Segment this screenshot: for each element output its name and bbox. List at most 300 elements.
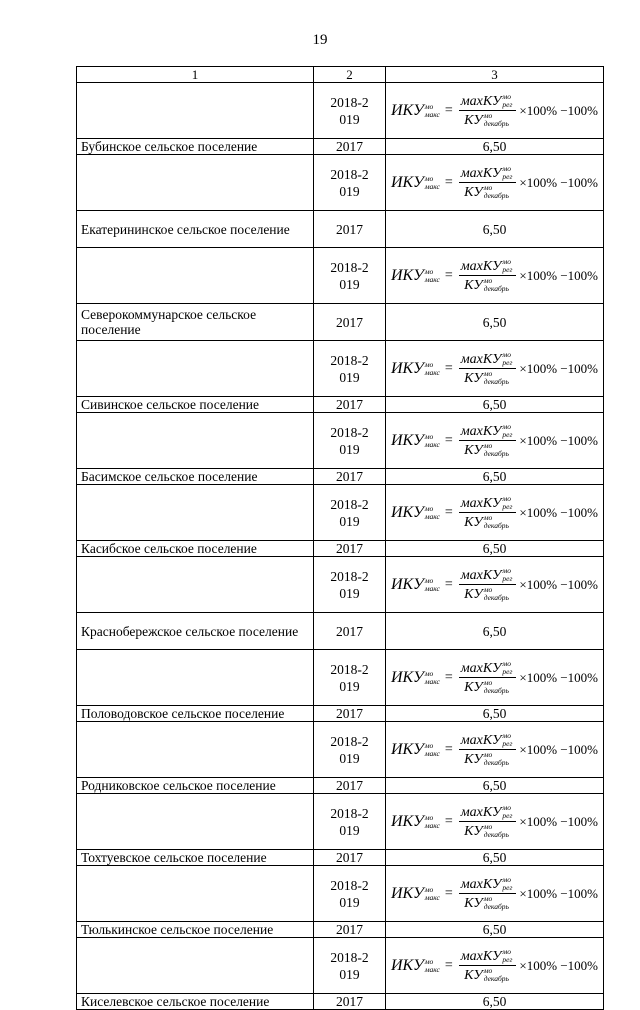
formula-num-text: махКУ: [460, 258, 502, 274]
period-cell: [314, 341, 386, 397]
equals-sign: =: [444, 175, 453, 190]
formula-den-indices: [484, 370, 509, 386]
formula: [390, 93, 599, 128]
formula-num-indices: [502, 351, 512, 367]
settlement-row: [77, 922, 604, 938]
formula-num-sub: рег: [502, 955, 513, 964]
formula-row: [77, 650, 604, 706]
equals-sign: =: [444, 958, 453, 973]
year-cell: 2017: [314, 778, 386, 794]
formula-lhs-indices: [425, 361, 440, 377]
formula-lhs-indices: [425, 958, 440, 974]
formula-num-sub: рег: [502, 811, 513, 820]
settlement-row: [77, 541, 604, 557]
formula-lhs-indices: [425, 268, 440, 284]
formula-lhs: ИКУ: [390, 885, 424, 902]
column-header-3: 3: [386, 67, 604, 83]
formula-row: [77, 866, 604, 922]
period-text: 2018-2019: [330, 496, 369, 529]
formula-den-sub: декабрь: [483, 284, 509, 293]
formula-lhs-sub: макс: [424, 439, 440, 449]
formula-lhs-sup: мо: [424, 101, 434, 111]
formula-den-text: КУ: [464, 514, 483, 530]
settlement-name: Киселевское сельское поселение: [77, 994, 314, 1010]
formula-den-sup: мо: [483, 441, 493, 450]
formula-num-indices: [502, 804, 512, 820]
formula-tail: ×100% −100%: [519, 268, 598, 283]
formula-den-indices: [484, 184, 509, 200]
formula-lhs-sup: мо: [424, 740, 434, 750]
formula-den-text: КУ: [464, 751, 483, 767]
formula-fraction: [459, 93, 517, 128]
table-header-row: [77, 67, 604, 83]
formula-den-sup: мо: [483, 513, 493, 522]
formula-den-sub: декабрь: [483, 830, 509, 839]
formula-den-sub: декабрь: [483, 449, 509, 458]
equals-sign: =: [444, 103, 453, 118]
formula: [390, 660, 599, 695]
tariff-table: [76, 66, 604, 1010]
formula-num-indices: [502, 423, 512, 439]
formula-cell: [386, 794, 604, 850]
formula-den-text: КУ: [464, 967, 483, 983]
equals-sign: =: [444, 505, 453, 520]
year-cell: 2017: [314, 139, 386, 155]
formula-numerator: [459, 732, 517, 750]
formula-lhs-sub: макс: [424, 820, 440, 830]
formula-num-sub: рег: [502, 172, 513, 181]
formula-denominator: [462, 822, 513, 839]
formula-num-indices: [502, 93, 512, 109]
period-cell: [314, 413, 386, 469]
formula-num-indices: [502, 660, 512, 676]
formula-cell: [386, 155, 604, 211]
formula-den-text: КУ: [464, 370, 483, 386]
formula-lhs-sub: макс: [424, 109, 440, 119]
formula-den-sup: мо: [483, 183, 493, 192]
formula-numerator: [459, 258, 517, 276]
formula-num-text: махКУ: [460, 948, 502, 964]
formula-lhs: ИКУ: [390, 741, 424, 758]
formula-fraction: [459, 732, 517, 767]
formula-den-indices: [484, 679, 509, 695]
column-header-2: 2: [314, 67, 386, 83]
settlement-row: [77, 613, 604, 650]
formula-den-sup: мо: [483, 276, 493, 285]
year-cell: 2017: [314, 211, 386, 248]
settlement-name: Краснобережское сельское поселение: [77, 613, 314, 650]
formula-fraction: [459, 423, 517, 458]
value-cell: 6,50: [386, 994, 604, 1010]
formula-lhs-sub: макс: [424, 274, 440, 284]
period-cell: [314, 650, 386, 706]
formula-den-sup: мо: [483, 585, 493, 594]
formula-denominator: [462, 276, 513, 293]
settlement-name: Касибское сельское поселение: [77, 541, 314, 557]
equals-sign: =: [444, 742, 453, 757]
period-cell: [314, 722, 386, 778]
period-text: 2018-2019: [330, 733, 369, 766]
formula: [390, 567, 599, 602]
formula: [390, 423, 599, 458]
formula-numerator: [459, 165, 517, 183]
formula-num-sub: рег: [502, 358, 513, 367]
formula-fraction: [459, 804, 517, 839]
formula-num-sub: рег: [502, 739, 513, 748]
formula-denominator: [462, 183, 513, 200]
formula-row: [77, 83, 604, 139]
formula-row: [77, 794, 604, 850]
formula-lhs-sup: мо: [424, 359, 434, 369]
value-cell: 6,50: [386, 397, 604, 413]
formula-num-text: махКУ: [460, 876, 502, 892]
formula-lhs-indices: [425, 886, 440, 902]
formula-lhs-sup: мо: [424, 503, 434, 513]
empty-cell: [77, 794, 314, 850]
formula-num-sup: мо: [502, 164, 511, 173]
formula-lhs: ИКУ: [390, 813, 424, 830]
year-cell: 2017: [314, 994, 386, 1010]
year-cell: 2017: [314, 850, 386, 866]
table-body: [77, 67, 604, 1010]
formula: [390, 351, 599, 386]
formula-den-sub: декабрь: [483, 686, 509, 695]
formula: [390, 258, 599, 293]
formula-lhs-indices: [425, 175, 440, 191]
formula-denominator: [462, 750, 513, 767]
formula-num-sub: рег: [502, 574, 513, 583]
year-cell: 2017: [314, 541, 386, 557]
empty-cell: [77, 938, 314, 994]
formula-num-text: махКУ: [460, 165, 502, 181]
formula-den-sup: мо: [483, 678, 493, 687]
value-cell: 6,50: [386, 541, 604, 557]
formula: [390, 732, 599, 767]
formula-num-sup: мо: [502, 566, 511, 575]
formula-num-text: махКУ: [460, 660, 502, 676]
formula-num-indices: [502, 732, 512, 748]
formula-lhs-indices: [425, 103, 440, 119]
formula-num-text: махКУ: [460, 93, 502, 109]
formula-lhs-sup: мо: [424, 575, 434, 585]
formula-den-indices: [484, 967, 509, 983]
formula-num-sup: мо: [502, 494, 511, 503]
formula-num-sub: рег: [502, 502, 513, 511]
formula-num-text: махКУ: [460, 732, 502, 748]
formula-fraction: [459, 876, 517, 911]
formula-cell: [386, 866, 604, 922]
formula-lhs-sub: макс: [424, 748, 440, 758]
equals-sign: =: [444, 886, 453, 901]
formula-num-text: махКУ: [460, 495, 502, 511]
formula-row: [77, 248, 604, 304]
page-number: 19: [312, 32, 328, 48]
formula-tail: ×100% −100%: [519, 742, 598, 757]
formula-den-sup: мо: [483, 966, 493, 975]
formula-lhs-sup: мо: [424, 956, 434, 966]
formula-tail: ×100% −100%: [519, 175, 598, 190]
settlement-name: Тюлькинское сельское поселение: [77, 922, 314, 938]
formula-lhs: ИКУ: [390, 504, 424, 521]
formula-denominator: [462, 513, 513, 530]
formula-num-text: махКУ: [460, 423, 502, 439]
formula-cell: [386, 485, 604, 541]
formula-denominator: [462, 441, 513, 458]
formula-lhs-sub: макс: [424, 511, 440, 521]
formula-tail: ×100% −100%: [519, 577, 598, 592]
settlement-name: Половодовское сельское поселение: [77, 706, 314, 722]
formula-numerator: [459, 660, 517, 678]
formula-numerator: [459, 495, 517, 513]
formula-fraction: [459, 660, 517, 695]
settlement-name: Северокоммунарское сельское поселение: [77, 304, 314, 341]
year-cell: 2017: [314, 397, 386, 413]
period-text: 2018-2019: [330, 352, 369, 385]
period-cell: [314, 938, 386, 994]
formula-lhs-sub: макс: [424, 892, 440, 902]
formula-tail: ×100% −100%: [519, 886, 598, 901]
formula-row: [77, 557, 604, 613]
empty-cell: [77, 866, 314, 922]
formula-num-sup: мо: [502, 659, 511, 668]
formula: [390, 804, 599, 839]
formula-den-sub: декабрь: [483, 974, 509, 983]
formula-num-sup: мо: [502, 803, 511, 812]
formula-row: [77, 413, 604, 469]
formula-lhs-sup: мо: [424, 266, 434, 276]
formula-den-sub: декабрь: [483, 377, 509, 386]
formula-den-indices: [484, 112, 509, 128]
value-cell: 6,50: [386, 778, 604, 794]
formula-num-indices: [502, 567, 512, 583]
period-cell: [314, 794, 386, 850]
formula-lhs-sup: мо: [424, 173, 434, 183]
equals-sign: =: [444, 577, 453, 592]
formula-numerator: [459, 948, 517, 966]
formula-num-indices: [502, 165, 512, 181]
formula-tail: ×100% −100%: [519, 505, 598, 520]
formula-den-sub: декабрь: [483, 521, 509, 530]
settlement-name: Тохтуевское сельское поселение: [77, 850, 314, 866]
formula-num-text: махКУ: [460, 351, 502, 367]
formula-num-sub: рег: [502, 430, 513, 439]
formula-den-indices: [484, 751, 509, 767]
formula-lhs-indices: [425, 433, 440, 449]
formula-lhs: ИКУ: [390, 669, 424, 686]
formula-fraction: [459, 258, 517, 293]
period-text: 2018-2019: [330, 259, 369, 292]
formula-tail: ×100% −100%: [519, 670, 598, 685]
formula-den-indices: [484, 823, 509, 839]
formula: [390, 165, 599, 200]
formula-num-indices: [502, 948, 512, 964]
formula-fraction: [459, 567, 517, 602]
formula-lhs: ИКУ: [390, 174, 424, 191]
formula-lhs-sup: мо: [424, 812, 434, 822]
period-text: 2018-2019: [330, 877, 369, 910]
year-cell: 2017: [314, 304, 386, 341]
settlement-row: [77, 706, 604, 722]
formula-den-text: КУ: [464, 112, 483, 128]
period-cell: [314, 485, 386, 541]
formula-den-text: КУ: [464, 277, 483, 293]
formula-cell: [386, 83, 604, 139]
empty-cell: [77, 557, 314, 613]
formula-den-text: КУ: [464, 679, 483, 695]
formula-den-text: КУ: [464, 442, 483, 458]
formula-den-sub: декабрь: [483, 191, 509, 200]
settlement-row: [77, 778, 604, 794]
formula-lhs-sub: макс: [424, 583, 440, 593]
period-cell: [314, 866, 386, 922]
formula-num-indices: [502, 876, 512, 892]
formula-den-indices: [484, 895, 509, 911]
formula-denominator: [462, 678, 513, 695]
empty-cell: [77, 341, 314, 397]
equals-sign: =: [444, 268, 453, 283]
formula-row: [77, 938, 604, 994]
formula-denominator: [462, 585, 513, 602]
formula-tail: ×100% −100%: [519, 814, 598, 829]
equals-sign: =: [444, 433, 453, 448]
formula-tail: ×100% −100%: [519, 433, 598, 448]
formula: [390, 495, 599, 530]
formula-num-sup: мо: [502, 731, 511, 740]
empty-cell: [77, 413, 314, 469]
formula-den-text: КУ: [464, 586, 483, 602]
formula-num-sub: рег: [502, 100, 513, 109]
formula-numerator: [459, 93, 517, 111]
formula-den-indices: [484, 586, 509, 602]
formula-num-sub: рег: [502, 667, 513, 676]
formula-den-sub: декабрь: [483, 758, 509, 767]
formula-cell: [386, 248, 604, 304]
formula-den-indices: [484, 514, 509, 530]
settlement-row: [77, 469, 604, 485]
empty-cell: [77, 485, 314, 541]
value-cell: 6,50: [386, 613, 604, 650]
formula-fraction: [459, 495, 517, 530]
value-cell: 6,50: [386, 922, 604, 938]
formula-lhs-sup: мо: [424, 431, 434, 441]
formula-lhs: ИКУ: [390, 576, 424, 593]
value-cell: 6,50: [386, 304, 604, 341]
formula-lhs-sub: макс: [424, 367, 440, 377]
empty-cell: [77, 650, 314, 706]
formula-den-sub: декабрь: [483, 119, 509, 128]
column-header-1: 1: [77, 67, 314, 83]
formula-den-sup: мо: [483, 369, 493, 378]
value-cell: 6,50: [386, 139, 604, 155]
settlement-row: [77, 397, 604, 413]
formula-row: [77, 722, 604, 778]
formula-num-sup: мо: [502, 947, 511, 956]
settlement-name: Сивинское сельское поселение: [77, 397, 314, 413]
formula-fraction: [459, 351, 517, 386]
formula-numerator: [459, 567, 517, 585]
formula-numerator: [459, 423, 517, 441]
formula-lhs: ИКУ: [390, 432, 424, 449]
formula-lhs: ИКУ: [390, 957, 424, 974]
formula-cell: [386, 722, 604, 778]
formula-lhs-indices: [425, 814, 440, 830]
period-text: 2018-2019: [330, 94, 369, 127]
settlement-row: [77, 139, 604, 155]
formula-lhs-indices: [425, 670, 440, 686]
formula-denominator: [462, 369, 513, 386]
formula-fraction: [459, 165, 517, 200]
formula-lhs-sup: мо: [424, 668, 434, 678]
formula-tail: ×100% −100%: [519, 103, 598, 118]
formula-num-sub: рег: [502, 265, 513, 274]
formula-denominator: [462, 111, 513, 128]
formula-num-text: махКУ: [460, 804, 502, 820]
equals-sign: =: [444, 670, 453, 685]
equals-sign: =: [444, 814, 453, 829]
formula-lhs: ИКУ: [390, 360, 424, 377]
formula-numerator: [459, 804, 517, 822]
empty-cell: [77, 155, 314, 211]
formula-den-sup: мо: [483, 822, 493, 831]
value-cell: 6,50: [386, 850, 604, 866]
formula-num-indices: [502, 495, 512, 511]
period-text: 2018-2019: [330, 805, 369, 838]
formula-den-sub: декабрь: [483, 593, 509, 602]
year-cell: 2017: [314, 922, 386, 938]
formula-den-indices: [484, 442, 509, 458]
formula-den-text: КУ: [464, 184, 483, 200]
formula-den-sup: мо: [483, 894, 493, 903]
settlement-row: [77, 304, 604, 341]
settlement-name: Екатерининское сельское поселение: [77, 211, 314, 248]
formula-tail: ×100% −100%: [519, 361, 598, 376]
period-cell: [314, 557, 386, 613]
formula-cell: [386, 341, 604, 397]
settlement-name: Бубинское сельское поселение: [77, 139, 314, 155]
period-text: 2018-2019: [330, 661, 369, 694]
formula-lhs-sup: мо: [424, 884, 434, 894]
value-cell: 6,50: [386, 211, 604, 248]
period-cell: [314, 83, 386, 139]
formula-num-sup: мо: [502, 92, 511, 101]
formula-lhs-indices: [425, 505, 440, 521]
period-text: 2018-2019: [330, 424, 369, 457]
settlement-row: [77, 850, 604, 866]
formula: [390, 876, 599, 911]
equals-sign: =: [444, 361, 453, 376]
formula-lhs-sub: макс: [424, 964, 440, 974]
settlement-name: Родниковское сельское поселение: [77, 778, 314, 794]
period-text: 2018-2019: [330, 568, 369, 601]
formula-num-sup: мо: [502, 422, 511, 431]
formula-den-sub: декабрь: [483, 902, 509, 911]
formula-cell: [386, 557, 604, 613]
period-cell: [314, 248, 386, 304]
value-cell: 6,50: [386, 469, 604, 485]
year-cell: 2017: [314, 613, 386, 650]
formula-lhs: ИКУ: [390, 267, 424, 284]
formula: [390, 948, 599, 983]
formula-cell: [386, 938, 604, 994]
formula-lhs-indices: [425, 577, 440, 593]
formula-denominator: [462, 894, 513, 911]
formula-den-text: КУ: [464, 823, 483, 839]
formula-num-sub: рег: [502, 883, 513, 892]
empty-cell: [77, 248, 314, 304]
formula-numerator: [459, 351, 517, 369]
period-text: 2018-2019: [330, 166, 369, 199]
formula-den-text: КУ: [464, 895, 483, 911]
